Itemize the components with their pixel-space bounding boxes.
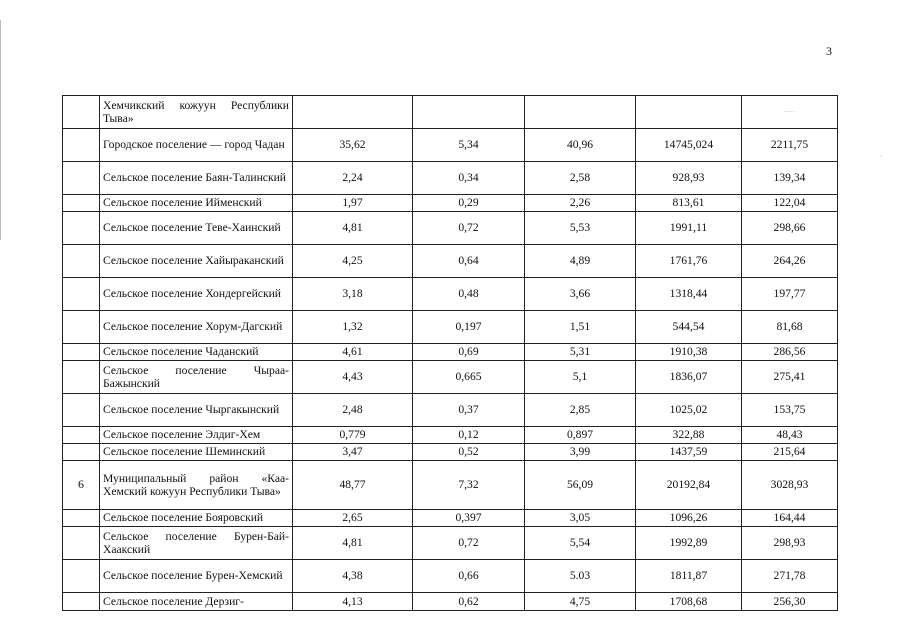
value-cell-2: 0,69 (413, 344, 525, 361)
value-cell-2: 0,34 (413, 162, 525, 195)
value-cell-4: 14745,024 (636, 129, 742, 162)
data-table (62, 95, 838, 611)
value-cell-3: 2,26 (525, 195, 636, 212)
table-body (63, 96, 838, 611)
table-row (63, 461, 838, 510)
value-cell-4: 1910,38 (636, 344, 742, 361)
table-row (63, 311, 838, 344)
value-cell-4: 928,93 (636, 162, 742, 195)
value-cell-1: 1,97 (293, 195, 413, 212)
settlement-name-cell: Сельское поселение Хондергейский (100, 278, 293, 311)
value-cell-5: 286,56 (742, 344, 838, 361)
value-cell-2 (413, 96, 525, 129)
value-cell-2: 0,62 (413, 593, 525, 611)
value-cell-2: 0,29 (413, 195, 525, 212)
value-cell-5: 271,78 (742, 560, 838, 593)
value-cell-3: 3,66 (525, 278, 636, 311)
value-cell-5: 215,64 (742, 444, 838, 461)
value-cell-1: 4,25 (293, 245, 413, 278)
settlement-name-cell: Муниципальный район «Каа-Хемский кожуун Республики Тыва» (100, 461, 293, 510)
row-index-cell (63, 278, 100, 311)
table-row (63, 278, 838, 311)
value-cell-4: 1992,89 (636, 527, 742, 560)
value-cell-1: 3,47 (293, 444, 413, 461)
settlement-name-cell: Сельское поселение Хорум-Дагский (100, 311, 293, 344)
value-cell-1 (293, 96, 413, 129)
value-cell-2: 0,72 (413, 527, 525, 560)
row-index-cell (63, 344, 100, 361)
value-cell-2: 0,52 (413, 444, 525, 461)
value-cell-1: 35,62 (293, 129, 413, 162)
scan-edge-line (0, 20, 1, 240)
row-index-cell (63, 195, 100, 212)
row-index-cell: 6 (63, 461, 100, 510)
value-cell-5: 122,04 (742, 195, 838, 212)
settlement-name-cell: Сельское поселение Чыраа-Бажынский (100, 361, 293, 394)
value-cell-2: 0,48 (413, 278, 525, 311)
value-cell-1: 4,61 (293, 344, 413, 361)
value-cell-2: 0,64 (413, 245, 525, 278)
value-cell-5: 2211,75 (742, 129, 838, 162)
value-cell-1: 4,38 (293, 560, 413, 593)
value-cell-4: 1991,11 (636, 212, 742, 245)
value-cell-4: 1437,59 (636, 444, 742, 461)
value-cell-4: 1761,76 (636, 245, 742, 278)
row-index-cell (63, 427, 100, 444)
settlement-name-cell: Городское поселение — город Чадан (100, 129, 293, 162)
settlement-name-cell: Сельское поселение Шеминский (100, 444, 293, 461)
row-index-cell (63, 245, 100, 278)
value-cell-4: 1708,68 (636, 593, 742, 611)
value-cell-1: 48,77 (293, 461, 413, 510)
table-row (63, 427, 838, 444)
settlement-name-cell: Сельское поселение Бурен-Хемский (100, 560, 293, 593)
settlement-name-cell: Сельское поселение Ийменский (100, 195, 293, 212)
table-row (63, 510, 838, 527)
value-cell-3: 3,05 (525, 510, 636, 527)
value-cell-3: 4,75 (525, 593, 636, 611)
settlement-name-cell: Сельское поселение Бурен-Бай-Хаакский (100, 527, 293, 560)
row-index-cell (63, 510, 100, 527)
value-cell-3 (525, 96, 636, 129)
value-cell-5 (742, 96, 838, 129)
value-cell-3: 40,96 (525, 129, 636, 162)
table-row (63, 162, 838, 195)
row-index-cell (63, 212, 100, 245)
table-row (63, 195, 838, 212)
value-cell-4: 813,61 (636, 195, 742, 212)
value-cell-3: 5,31 (525, 344, 636, 361)
value-cell-5: 298,93 (742, 527, 838, 560)
value-cell-2: 0,37 (413, 394, 525, 427)
value-cell-3: 56,09 (525, 461, 636, 510)
row-index-cell (63, 361, 100, 394)
table-row (63, 593, 838, 611)
value-cell-5: 298,66 (742, 212, 838, 245)
value-cell-4 (636, 96, 742, 129)
value-cell-1: 4,43 (293, 361, 413, 394)
value-cell-2: 7,32 (413, 461, 525, 510)
value-cell-5: 48,43 (742, 427, 838, 444)
value-cell-4: 1096,26 (636, 510, 742, 527)
value-cell-2: 0,66 (413, 560, 525, 593)
value-cell-4: 544,54 (636, 311, 742, 344)
value-cell-5: 81,68 (742, 311, 838, 344)
value-cell-2: 0,397 (413, 510, 525, 527)
value-cell-5: 3028,93 (742, 461, 838, 510)
table-row (63, 344, 838, 361)
page-number: 3 (826, 44, 832, 58)
table-row (63, 560, 838, 593)
settlement-name-cell: Сельское поселение Дерзиг- (100, 593, 293, 611)
value-cell-4: 322,88 (636, 427, 742, 444)
row-index-cell (63, 96, 100, 129)
row-index-cell (63, 311, 100, 344)
value-cell-1: 2,24 (293, 162, 413, 195)
row-index-cell (63, 444, 100, 461)
settlement-name-cell: Сельское поселение Чаданский (100, 344, 293, 361)
value-cell-1: 4,81 (293, 527, 413, 560)
value-cell-3: 0,897 (525, 427, 636, 444)
value-cell-1: 4,81 (293, 212, 413, 245)
value-cell-5: 164,44 (742, 510, 838, 527)
value-cell-3: 2,58 (525, 162, 636, 195)
row-index-cell (63, 129, 100, 162)
value-cell-4: 1811,87 (636, 560, 742, 593)
table-row (63, 212, 838, 245)
value-cell-5: 153,75 (742, 394, 838, 427)
value-cell-3: 5,53 (525, 212, 636, 245)
value-cell-2: 0,197 (413, 311, 525, 344)
settlement-name-cell: Сельское поселение Чыргакынский (100, 394, 293, 427)
settlement-name-cell: Хемчикский кожуун Республики Тыва» (100, 96, 293, 129)
table-row (63, 245, 838, 278)
value-cell-3: 5,1 (525, 361, 636, 394)
table-row (63, 129, 838, 162)
faint-mark: ····· (783, 108, 796, 117)
value-cell-5: 264,26 (742, 245, 838, 278)
settlement-name-cell: Сельское поселение Бояровский (100, 510, 293, 527)
settlement-name-cell: Сельское поселение Баян-Талинский (100, 162, 293, 195)
value-cell-5: 197,77 (742, 278, 838, 311)
value-cell-5: 139,34 (742, 162, 838, 195)
value-cell-4: 1025,02 (636, 394, 742, 427)
value-cell-3: 1,51 (525, 311, 636, 344)
row-index-cell (63, 162, 100, 195)
value-cell-4: 1318,44 (636, 278, 742, 311)
row-index-cell (63, 394, 100, 427)
value-cell-2: 0,72 (413, 212, 525, 245)
value-cell-1: 1,32 (293, 311, 413, 344)
value-cell-1: 0,779 (293, 427, 413, 444)
settlement-name-cell: Сельское поселение Элдиг-Хем (100, 427, 293, 444)
table-row (63, 361, 838, 394)
value-cell-5: 275,41 (742, 361, 838, 394)
value-cell-2: 0,12 (413, 427, 525, 444)
value-cell-3: 5,54 (525, 527, 636, 560)
row-index-cell (63, 593, 100, 611)
value-cell-3: 3,99 (525, 444, 636, 461)
value-cell-5: 256,30 (742, 593, 838, 611)
value-cell-2: 5,34 (413, 129, 525, 162)
scan-speck: · (880, 152, 883, 161)
settlement-name-cell: Сельское поселение Теве-Хаинский (100, 212, 293, 245)
row-index-cell (63, 527, 100, 560)
value-cell-4: 1836,07 (636, 361, 742, 394)
value-cell-3: 5.03 (525, 560, 636, 593)
settlement-name-cell: Сельское поселение Хайыраканский (100, 245, 293, 278)
value-cell-2: 0,665 (413, 361, 525, 394)
value-cell-3: 2,85 (525, 394, 636, 427)
table-row (63, 394, 838, 427)
value-cell-1: 2,48 (293, 394, 413, 427)
value-cell-3: 4,89 (525, 245, 636, 278)
value-cell-4: 20192,84 (636, 461, 742, 510)
value-cell-1: 2,65 (293, 510, 413, 527)
value-cell-1: 3,18 (293, 278, 413, 311)
table-row (63, 444, 838, 461)
table-row (63, 96, 838, 129)
value-cell-1: 4,13 (293, 593, 413, 611)
table-row (63, 527, 838, 560)
row-index-cell (63, 560, 100, 593)
